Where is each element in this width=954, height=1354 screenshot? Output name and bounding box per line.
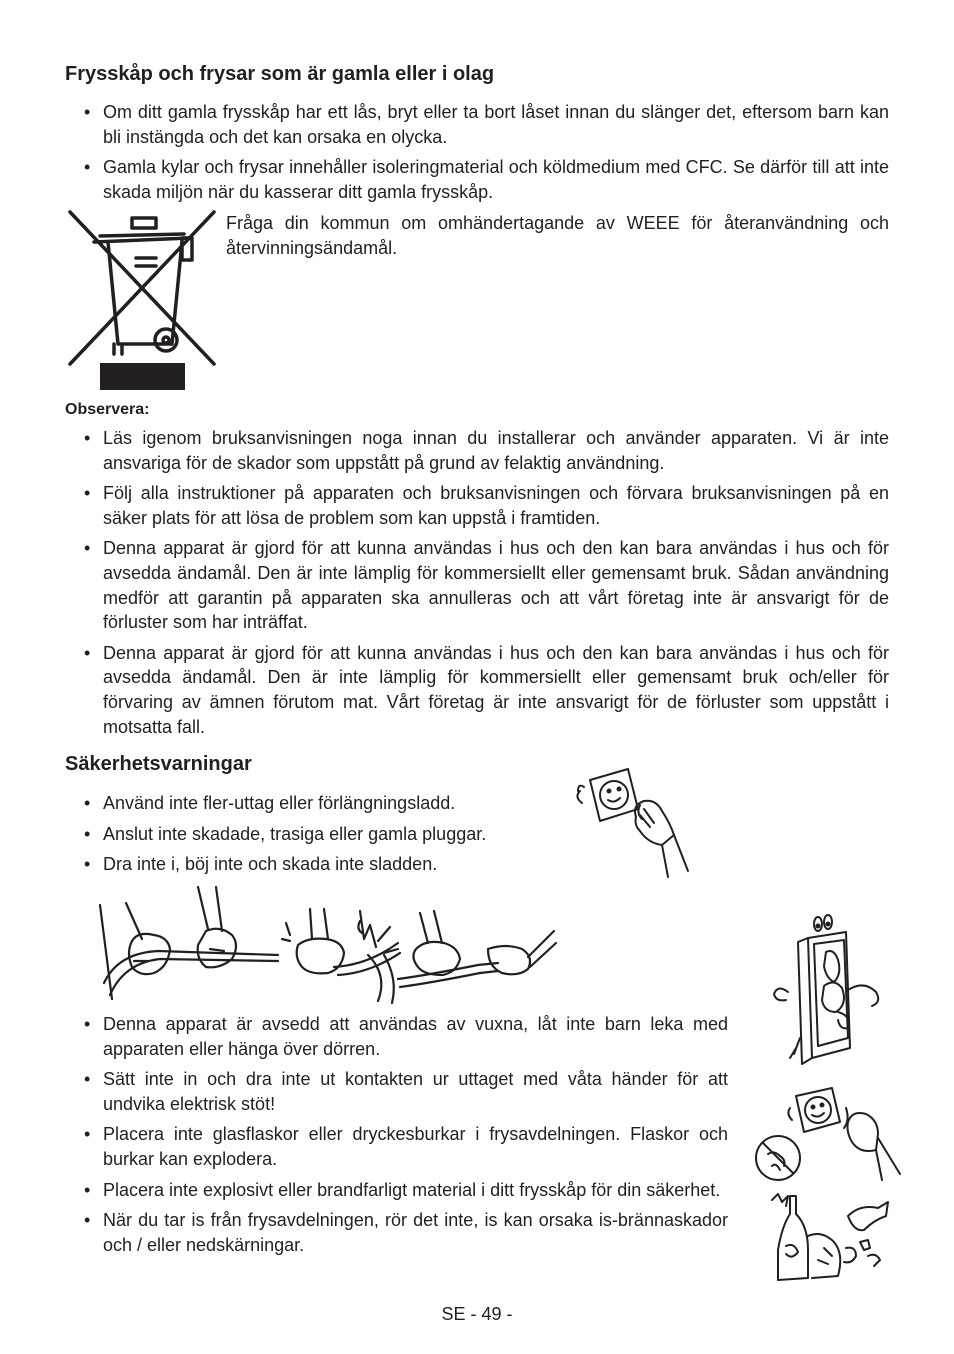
old-freezer-list xyxy=(65,100,889,210)
list-item: • Sätt inte in och dra inte ut kontakten ur uttaget med våta händer för att undvika elektrisk stöt! xyxy=(65,1067,728,1116)
list-item: • Om ditt gamla frysskåp har ett lås, bryt eller ta bort låset innan du slänger det, eftersom barn kan bli instängda och det kan orsaka en olycka. xyxy=(65,100,889,149)
section-heading-safety: Säkerhetsvarningar xyxy=(65,753,252,775)
crossed-out-wheelie-bin-icon xyxy=(62,208,220,394)
list-item: • Använd inte fler-uttag eller förlängningsladd. xyxy=(65,791,565,816)
list-item: • Läs igenom bruksanvisningen noga innan du installerar och använder apparaten. Vi är inte ansvariga för de skador som uppstått på grund av felaktig användning. xyxy=(65,426,889,475)
list-item: • Denna apparat är gjord för att kunna användas i hus och den kan bara användas i hus och för avsedda ändamål. Den är inte lämplig för kommersiellt eller gemensamt bruk. Sådan användning medför att garantin på apparaten ska annulleras och att vårt företag inte är ansvarigt för de förluster som har inträffat. xyxy=(65,536,889,634)
list-item: • Placera inte explosivt eller brandfarligt material i ditt frysskåp för din säkerhet. xyxy=(65,1178,728,1203)
child-hanging-door-icon xyxy=(768,908,892,1068)
list-item: • Placera inte glasflaskor eller dryckesburkar i frysavdelningen. Flaskor och burkar kan explodera. xyxy=(65,1122,728,1171)
list-item: • Denna apparat är gjord för att kunna användas i hus och den kan bara användas i hus och för avsedda ändamål. Den är inte lämplig för kommersiellt eller gemensamt bruk och/eller för förvaring av ämnen förutom mat. Vårt företag är inte ansvarigt för de förluster som uppstått i motsatta fall. xyxy=(65,641,889,739)
section-heading-old-freezers: Frysskåp och frysar som är gamla eller i olag xyxy=(65,63,495,85)
observe-label: Observera: xyxy=(65,401,150,418)
page-number: SE - 49 - xyxy=(441,1304,513,1324)
list-item: • Följ alla instruktioner på apparaten och bruksanvisningen och förvara bruksanvisningen på en säker plats för att lösa de problem som kan uppstå i framtiden. xyxy=(65,481,889,530)
list-item: • Dra inte i, böj inte och skada inte sladden. xyxy=(65,852,565,877)
list-item: • Gamla kylar och frysar innehåller isoleringmaterial och köldmedium med CFC. Se därför till att inte skada miljön när du kasserar ditt gamla frysskåp. xyxy=(65,155,889,204)
cord-pull-bend-damage-icon xyxy=(98,883,558,1005)
safety-list-top xyxy=(65,791,565,883)
list-item: • Anslut inte skadade, trasiga eller gamla pluggar. xyxy=(65,822,565,847)
socket-plug-hand-icon xyxy=(570,765,695,880)
safety-list-bottom xyxy=(65,1012,728,1263)
wet-hands-socket-icon xyxy=(750,1080,920,1182)
list-item: • När du tar is från frysavdelningen, rör det inte, is kan orsaka is-brännaskador och / eller nedskärningar. xyxy=(65,1208,728,1257)
list-item: • Denna apparat är avsedd att användas av vuxna, låt inte barn leka med apparaten eller hänga över dörren. xyxy=(65,1012,728,1061)
observe-list xyxy=(65,426,889,745)
exploding-bottle-icon xyxy=(768,1190,898,1282)
weee-disposal-text: Fråga din kommun om omhändertagande av WEEE för återanvändning och återvinningsändamål. xyxy=(226,213,889,258)
